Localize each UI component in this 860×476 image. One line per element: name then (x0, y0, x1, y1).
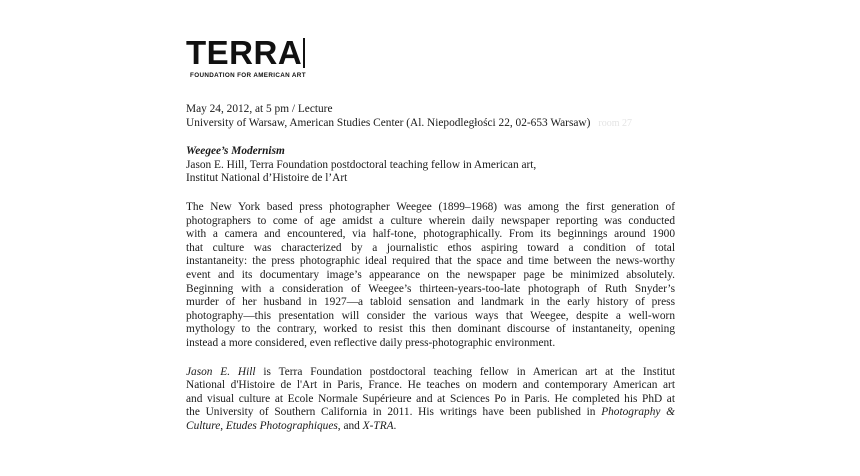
logo-subtitle: FOUNDATION FOR AMERICAN ART (190, 72, 306, 79)
document-body (186, 103, 675, 433)
bio-line-2: National d'Histoire de l'Art in Paris, France. He teaches on modern and contemporary American art (186, 379, 675, 392)
publication-photography-culture-b: Culture (186, 419, 221, 432)
abstract-line: instantaneity: the press photographic ideal required that the space and time between the news-worthy (186, 255, 675, 268)
bio-line-1-rest: is Terra Foundation postdoctoral teaching fellow in American art at the Institut (255, 365, 675, 378)
abstract-line: event and its documentary image’s appearance on the newspaper page be minimized absolutely. (186, 268, 675, 281)
publication-x-tra: X-TRA (362, 419, 394, 432)
publication-photography-culture-a: Photography & (601, 406, 675, 419)
bio-line-4 (186, 406, 675, 420)
bio-end: . (393, 419, 397, 432)
publication-etudes-photographiques: Etudes Photographiques (225, 419, 338, 432)
abstract-line: murder of her husband in 1927—a tabloid sensation and landmark in the early history of press (186, 296, 675, 309)
bio-line-3: and visual culture at Ecole Normale Supérieure and at Sciences Po in Paris. He completed his PhD at (186, 392, 675, 405)
abstract-paragraph (186, 201, 675, 351)
event-location (186, 117, 675, 131)
abstract-line: with a camera and encountered, via half-tone, photographically. From its beginnings around 1900 (186, 228, 675, 241)
event-info (186, 103, 675, 130)
bio-line-4-start: the University of Southern California in 2011. His writings have been published in (186, 406, 602, 419)
event-date: May 24, 2012, at 5 pm / Lecture (186, 103, 333, 115)
speaker-line-2: Institut National d’Histoire de l’Art (186, 172, 348, 185)
event-location-text: University of Warsaw, American Studies Center (Al. Niepodległości 22, 02-653 Warsaw) (186, 116, 591, 129)
abstract-line: mythology to the contrary, worked to resist this then dominant discourse of instantaneity, opening (186, 323, 675, 336)
terra-logo (186, 34, 306, 79)
abstract-line: photography—this presentation will consider the various ways that Weegee, despite a well-worn (186, 309, 675, 322)
bio-line-5 (186, 420, 675, 434)
abstract-line: The New York based press photographer Weegee (1899–1968) was among the first generation of (186, 200, 675, 213)
logo-wordmark: TERRA (186, 38, 305, 68)
speaker-line-1: Jason E. Hill, Terra Foundation postdoctoral teaching fellow in American art, (186, 158, 537, 171)
lecture-title: Weegee’s Modernism (186, 145, 285, 158)
bio-sep-1: , (220, 419, 226, 432)
bio-line-1 (186, 366, 675, 380)
event-location-faint: room 27 (598, 117, 632, 129)
bio-paragraph (186, 366, 675, 434)
bio-sep-2: , and (337, 419, 363, 432)
abstract-line: instead a more considered, even reflective daily press-photographic environment. (186, 336, 556, 349)
lecture-info (186, 145, 675, 186)
abstract-line: photographers to come of age amidst a culture wherein daily newspaper reporting was conducted (186, 214, 675, 227)
bio-name: Jason E. Hill (186, 365, 256, 378)
abstract-line: that culture was characterized by a journalistic ethos aspiring toward a condition of total (186, 241, 675, 254)
abstract-line: Beginning with a consideration of Weegee’s thirteen-years-too-late photograph of Ruth Snyder’s (186, 282, 675, 295)
